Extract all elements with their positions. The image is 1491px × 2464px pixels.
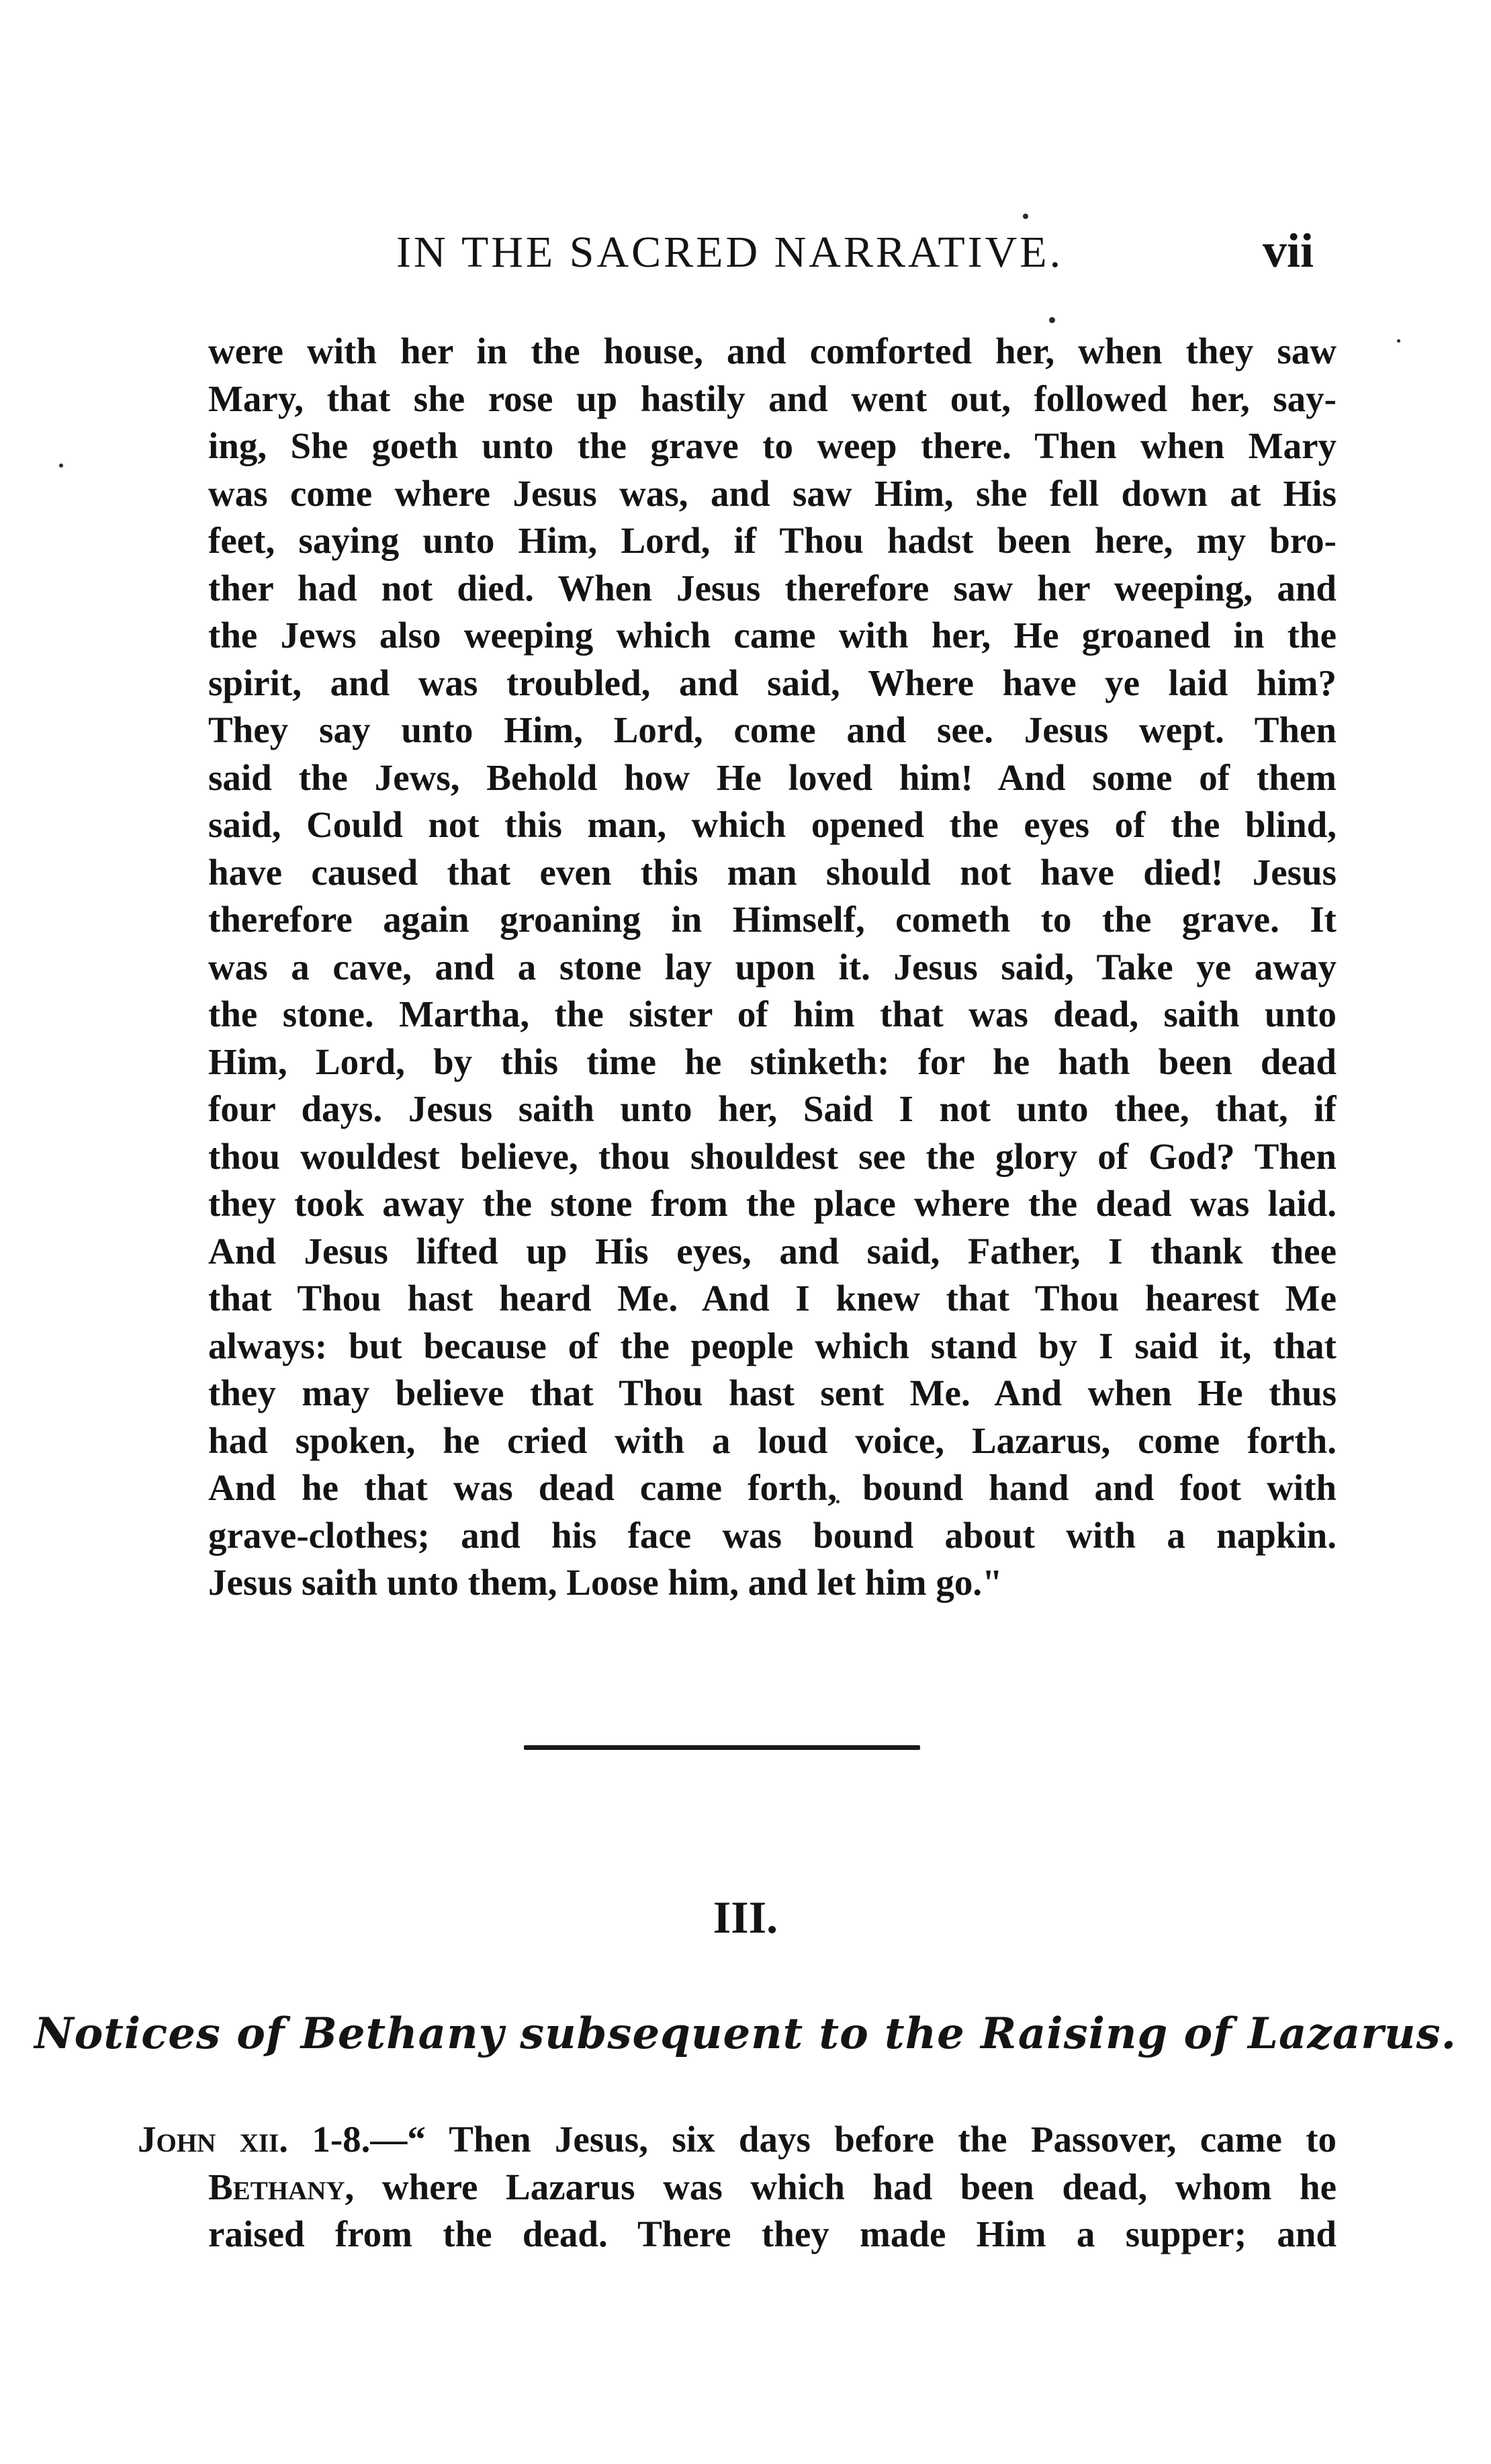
running-title: IN THE SACRED NARRATIVE. [396,228,1064,277]
text-line: Him, Lord, by this time he stinketh: for he hath been dead [208,1041,1337,1082]
text-line: were with her in the house, and comforted her, when they saw [208,331,1337,371]
text-line: they took away the stone from the place where the dead was laid. [208,1183,1337,1224]
text-line: always: but because of the people which stand by I said it, that [208,1325,1337,1366]
passage-text: —“ Then Jesus, six days before the Passover, came to [370,2119,1337,2160]
text-line: had spoken, he cried with a loud voice, Lazarus, come forth. [208,1419,1337,1461]
text-line: spirit, and was troubled, and said, Where have ye laid him? [208,662,1337,703]
text-line: the Jews also weeping which came with her, He groaned in the [208,615,1337,656]
passage-text: , where Lazarus was which had been dead, whom he [345,2166,1337,2207]
scan-speck [1397,339,1400,343]
scan-speck [59,464,63,468]
passage-line [138,2116,1337,2164]
section-heading: Notices of Bethany subsequent to the Raising of Lazarus. [34,2009,1457,2059]
text-line: ing, She goeth unto the grave to weep there. Then when Mary [208,425,1337,466]
text-line: They say unto Him, Lord, come and see. Jesus wept. Then [208,709,1337,750]
text-line: thou wouldest believe, thou shouldest see the glory of God? Then [208,1135,1337,1177]
section-divider [524,1745,920,1750]
text-line: four days. Jesus saith unto her, Said I not unto thee, that, if [208,1088,1337,1129]
scripture-passage [138,2116,1337,2258]
text-line: feet, saying unto Him, Lord, if Thou hadst been here, my bro- [208,520,1337,561]
passage-reference: John xii. 1-8. [138,2119,371,2160]
text-line: the stone. Martha, the sister of him that was dead, saith unto [208,994,1337,1035]
text-line: that Thou hast heard Me. And I knew that Thou hearest Me [208,1278,1337,1319]
running-header [0,224,1491,288]
section-numeral: III. [713,1892,778,1943]
passage-place: Bethany [208,2166,345,2207]
scan-speck [1049,317,1055,323]
text-line: have caused that even this man should not have died! Jesus [208,851,1337,893]
passage-line [138,2164,1337,2211]
text-line: was come where Jesus was, and saw Him, she fell down at His [208,472,1337,514]
text-line: therefore again groaning in Himself, cometh to the grave. It [208,899,1337,940]
text-line: And he that was dead came forth, bound hand and foot with [208,1467,1337,1508]
text-line: they may believe that Thou hast sent Me. And when He thus [208,1372,1337,1413]
text-line: grave-clothes; and his face was bound about with a napkin. [208,1514,1337,1556]
scan-speck [1023,214,1028,219]
text-line: was a cave, and a stone lay upon it. Jesus said, Take ye away [208,946,1337,987]
text-line: said, Could not this man, which opened the eyes of the blind, [208,804,1337,845]
text-line: ther had not died. When Jesus therefore saw her weeping, and [208,567,1337,609]
text-line: said the Jews, Behold how He loved him! And some of them [208,756,1337,798]
text-line: And Jesus lifted up His eyes, and said, Father, I thank thee [208,1230,1337,1272]
body-text [208,328,1337,1607]
text-line: Mary, that she rose up hastily and went out, followed her, say- [208,378,1337,419]
text-line: Jesus saith unto them, Loose him, and let him go." [208,1562,1003,1603]
passage-line: raised from the dead. There they made Him a supper; and [208,2213,1337,2254]
page-number: vii [1263,224,1314,277]
